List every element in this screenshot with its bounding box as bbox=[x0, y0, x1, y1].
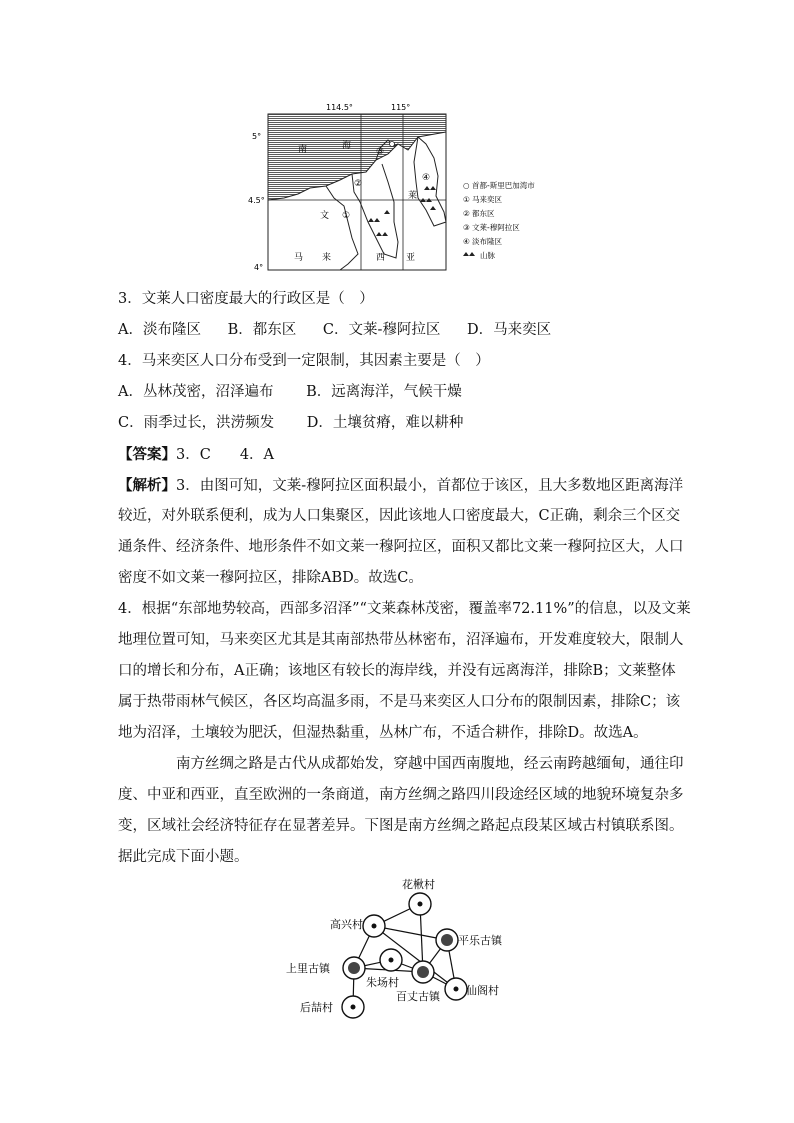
village-dot bbox=[418, 902, 423, 907]
node-label-xiange: 仙阁村 bbox=[466, 984, 499, 997]
capital-marker bbox=[390, 142, 395, 147]
district-marker-1: ① bbox=[342, 211, 351, 221]
lon-label-1: 114.5° bbox=[326, 103, 353, 112]
mountain-icon bbox=[463, 252, 475, 256]
village-dot bbox=[389, 958, 394, 963]
node-label-zhuchang: 朱场村 bbox=[366, 976, 399, 989]
town-dot bbox=[348, 962, 360, 974]
q4-option-b: B．远离海洋，气候干燥 bbox=[306, 384, 462, 400]
q4-stem: 4．马来奕区人口分布受到一定限制，其因素主要是（ ） bbox=[118, 353, 490, 369]
node-label-gaoxing: 高兴村 bbox=[330, 918, 363, 931]
q3-stem: 3．文莱人口密度最大的行政区是（ ） bbox=[118, 291, 374, 307]
analysis-label: 【解析】 bbox=[118, 477, 176, 494]
legend-text-1: 首都-斯里巴加湾市 bbox=[472, 181, 535, 190]
map-legend bbox=[463, 180, 535, 260]
answer-text: 3．C 4．A bbox=[176, 447, 275, 463]
land-char-1: 文 bbox=[320, 211, 330, 221]
legend-text-3: 都东区 bbox=[472, 209, 495, 218]
village-dot bbox=[454, 987, 459, 992]
analysis-line-1 bbox=[118, 470, 684, 501]
analysis-line-9: 地为沼泽，土壤较为肥沃，但湿热黏重，丛林广布，不适合耕作，排除D。故选A。 bbox=[118, 725, 648, 741]
node-label-baizhang: 百丈古镇 bbox=[396, 990, 440, 1003]
q4-options-row2 bbox=[118, 408, 678, 439]
node-label-huajiao: 花楸村 bbox=[402, 878, 435, 891]
question-block bbox=[118, 284, 691, 873]
passage-line-1: 南方丝绸之路是古代从成都始发，穿越中国西南腹地，经云南跨越缅甸，通往印 bbox=[176, 756, 684, 772]
network-node-xiange bbox=[445, 978, 499, 1000]
country-char-3: 西 bbox=[376, 253, 386, 263]
network-node-baizhang bbox=[396, 961, 441, 1003]
district-marker-2: ② bbox=[354, 179, 363, 189]
node-label-pingle: 平乐古镇 bbox=[458, 934, 502, 947]
node-label-shangli: 上里古镇 bbox=[286, 962, 330, 975]
network-node-pingle bbox=[436, 929, 503, 951]
q3-options bbox=[118, 315, 678, 346]
legend-symbol-5: ④ bbox=[463, 237, 470, 246]
legend-text-6: 山脉 bbox=[480, 251, 495, 260]
legend-text-2: 马来奕区 bbox=[472, 195, 502, 204]
passage-line-3: 变，区域社会经济特征存在显著差异。下图是南方丝绸之路起点段某区域古村镇联系图。 bbox=[118, 818, 684, 834]
sea-char-2: 海 bbox=[342, 141, 352, 151]
lat-label-3: 4° bbox=[254, 263, 264, 272]
country-char-4: 亚 bbox=[406, 253, 416, 263]
q4-option-a: A．丛林茂密，沼泽遍布 bbox=[118, 384, 274, 400]
sea-char-1: 南 bbox=[298, 145, 308, 155]
q4-options-row1 bbox=[118, 377, 678, 408]
analysis-line-4: 密度不如文莱一穆阿拉区，排除ABD。故选C。 bbox=[118, 570, 423, 586]
node-label-houjie: 后喆村 bbox=[300, 1001, 333, 1014]
q3-option-c: C．文莱-穆阿拉区 bbox=[322, 322, 441, 338]
network-nodes bbox=[286, 877, 503, 1018]
lon-label-2: 115° bbox=[391, 103, 411, 112]
q4-option-c: C．雨季过长，洪涝频发 bbox=[118, 415, 275, 431]
network-node-houjie bbox=[300, 996, 364, 1018]
analysis-line-8: 属于热带雨林气候区，各区均高温多雨，不是马来奕区人口分布的限制因素，排除C；该 bbox=[118, 694, 681, 710]
q3-option-d: D．马来奕区 bbox=[466, 322, 552, 338]
legend-symbol-4: ③ bbox=[463, 223, 470, 232]
passage-line-2: 度、中亚和西亚，直至欧洲的一条商道，南方丝绸之路四川段途经区域的地貌环境复杂多 bbox=[118, 787, 684, 803]
network-node-shangli bbox=[286, 957, 365, 979]
legend-symbol-2: ① bbox=[463, 195, 470, 204]
q3-option-a: A．淡布隆区 bbox=[118, 322, 201, 338]
legend-symbol-3: ② bbox=[463, 209, 470, 218]
village-network-diagram bbox=[280, 870, 520, 1030]
country-char-2: 来 bbox=[322, 253, 332, 263]
analysis-line-2: 较近，对外联系便利，成为人口集聚区，因此该地人口密度最大，C正确，剩余三个区交 bbox=[118, 508, 681, 524]
lat-label-2: 4.5° bbox=[248, 196, 265, 205]
analysis-line-6: 地理位置可知，马来奕区尤其是其南部热带丛林密布，沼泽遍布，开发难度较大，限制人 bbox=[118, 632, 684, 648]
analysis-line-5: 4．根据“东部地势较高，西部多沼泽”“文莱森林茂密，覆盖率72.11%”的信息，以及文莱 bbox=[118, 601, 691, 617]
town-dot bbox=[441, 934, 453, 946]
legend-symbol-1: ○ bbox=[463, 181, 470, 190]
district-marker-3: ③ bbox=[376, 147, 385, 157]
network-node-huajiao bbox=[402, 877, 435, 915]
brunei-map bbox=[248, 102, 548, 274]
analysis-line-7: 口的增长和分布，A正确；该地区有较长的海岸线，并没有远离海洋，排除B；文莱整体 bbox=[118, 663, 676, 679]
passage-line-4: 据此完成下面小题。 bbox=[118, 849, 249, 865]
network-node-gaoxing bbox=[330, 915, 385, 937]
q3-option-b: B．都东区 bbox=[227, 322, 297, 338]
village-dot bbox=[372, 924, 377, 929]
legend-text-5: 淡布隆区 bbox=[472, 237, 502, 246]
village-dot bbox=[351, 1005, 356, 1010]
analysis-text-1: 3．由图可知，文莱-穆阿拉区面积最小，首都位于该区，且大多数地区距离海洋 bbox=[176, 478, 684, 494]
answer-label: 【答案】 bbox=[118, 446, 176, 463]
analysis-line-3: 通条件、经济条件、地形条件不如文莱一穆阿拉区，面积又都比文莱一穆阿拉区大，人口 bbox=[118, 539, 684, 555]
q4-option-d: D．土壤贫瘠，难以耕种 bbox=[306, 415, 464, 431]
answer-line bbox=[118, 439, 678, 470]
legend-text-4: 文莱-穆阿拉区 bbox=[472, 223, 520, 232]
country-char-1: 马 bbox=[294, 253, 304, 263]
lat-label-1: 5° bbox=[252, 132, 262, 141]
town-dot bbox=[417, 966, 429, 978]
district-marker-4: ④ bbox=[422, 173, 431, 183]
land-char-2: 莱 bbox=[408, 191, 418, 201]
